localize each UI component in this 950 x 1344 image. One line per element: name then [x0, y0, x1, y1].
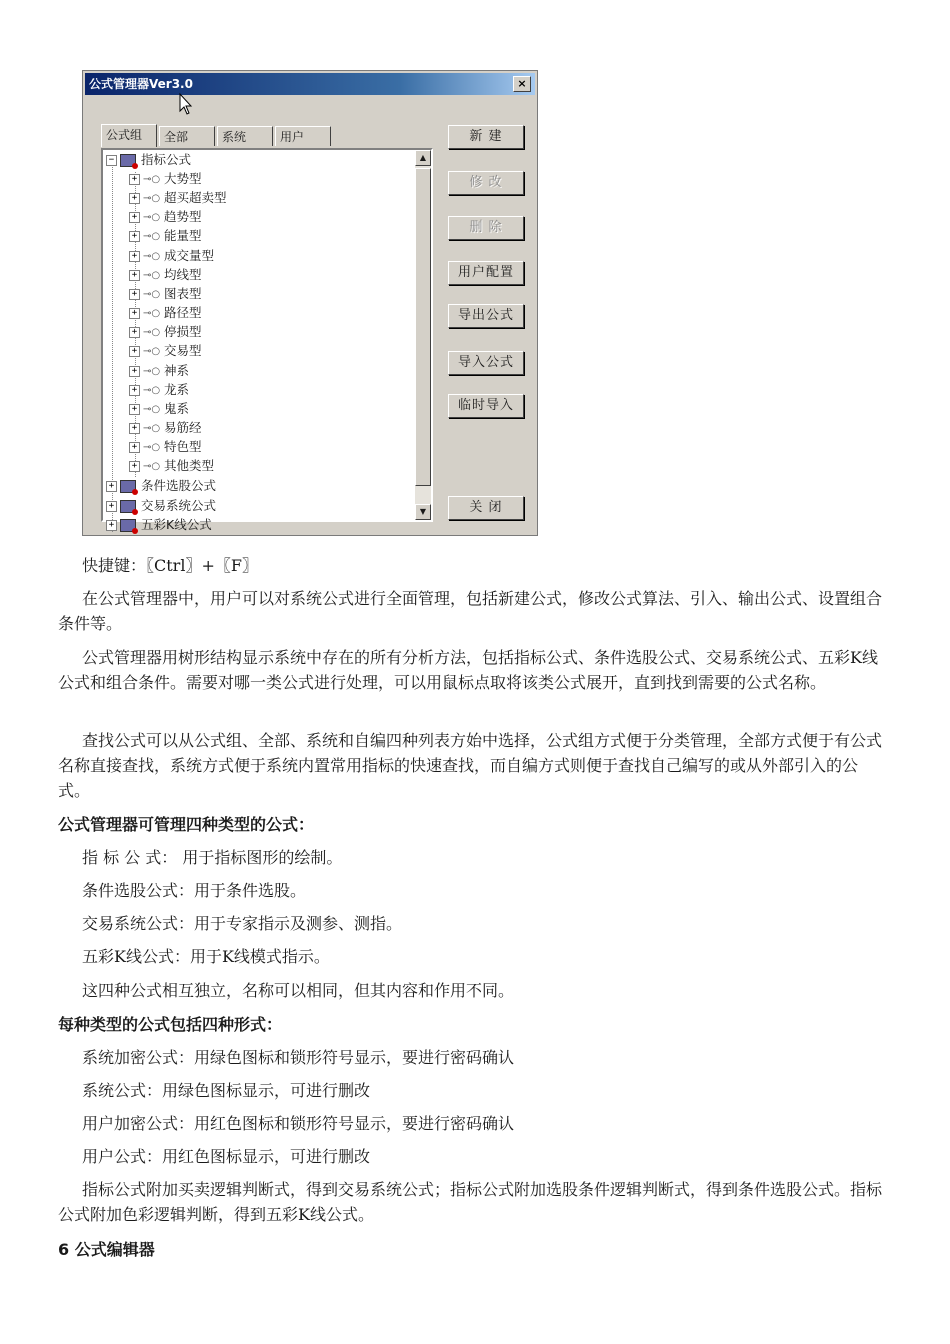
dialog-title: 公式管理器Ver3.0 — [89, 77, 193, 91]
import-formula-button[interactable]: 导入公式 — [448, 351, 524, 375]
collapse-icon[interactable]: − — [106, 155, 117, 166]
dialog-titlebar — [85, 73, 535, 95]
expand-icon[interactable]: + — [129, 270, 140, 281]
key-icon: ⊸○ — [143, 288, 161, 300]
expand-icon[interactable]: + — [129, 174, 140, 185]
key-icon: ⊸○ — [143, 384, 161, 396]
key-icon: ⊸○ — [143, 403, 161, 415]
tree-node-category[interactable]: + ⊸○ 龙系 — [129, 380, 189, 399]
expand-icon[interactable]: + — [129, 308, 140, 319]
tree-node-category[interactable]: + ⊸○ 超买超卖型 — [129, 188, 227, 207]
expand-icon[interactable]: + — [129, 366, 140, 377]
tree-node-category[interactable]: + ⊸○ 图表型 — [129, 284, 202, 303]
type-item: 指 标 公 式： 用于指标图形的绘制。 — [82, 848, 343, 867]
expand-icon[interactable]: + — [129, 461, 140, 472]
type-item: 条件选股公式：用于条件选股。 — [82, 881, 307, 900]
key-icon: ⊸○ — [143, 308, 161, 320]
paragraph-tree: 公式管理器用树形结构显示系统中存在的所有分析方法，包括指标公式、条件选股公式、交易系统公式、五彩K线公式和组合条件。需要对哪一类公式进行处理，可以用鼠标点取将该类公式展开，直到找到需要的公式名称。 — [58, 648, 878, 692]
paragraph-independent: 这四种公式相互独立，名称可以相同，但其内容和作用不同。 — [82, 981, 515, 1000]
heading-four-forms: 每种类型的公式包括四种形式： — [58, 1015, 283, 1034]
tree-node-category[interactable]: + ⊸○ 神系 — [129, 361, 189, 380]
tree-node-indicator[interactable]: − 指标公式 — [106, 150, 191, 169]
key-icon: ⊸○ — [143, 231, 161, 243]
scroll-down-icon[interactable]: ▼ — [415, 504, 431, 520]
form-item: 用户公式：用红色图标显示，可进行删改 — [82, 1147, 371, 1166]
delete-button[interactable]: 删 除 — [448, 216, 524, 240]
formula-folder-icon — [120, 154, 136, 167]
tree-node-category[interactable]: + ⊸○ 均线型 — [129, 265, 202, 284]
formula-folder-icon — [120, 519, 136, 532]
key-icon: ⊸○ — [143, 327, 161, 339]
formula-folder-icon — [120, 500, 136, 513]
tree-node-category[interactable]: + ⊸○ 路径型 — [129, 303, 202, 322]
tree-node-category[interactable]: + ⊸○ 大势型 — [129, 169, 202, 188]
tree-scrollbar[interactable] — [415, 150, 431, 520]
key-icon: ⊸○ — [143, 461, 161, 473]
export-formula-button[interactable]: 导出公式 — [448, 304, 524, 328]
close-icon[interactable]: × — [513, 76, 531, 92]
paragraph-derivation: 指标公式附加买卖逻辑判断式，得到交易系统公式；指标公式附加选股条件逻辑判断式，得到条件选股公式。指标公式附加色彩逻辑判断，得到五彩K线公式。 — [58, 1180, 883, 1224]
expand-icon[interactable]: + — [129, 346, 140, 357]
temp-import-button[interactable]: 临时导入 — [448, 394, 524, 418]
formula-folder-icon — [120, 480, 136, 493]
form-item: 系统公式：用绿色图标显示，可进行删改 — [82, 1081, 371, 1100]
modify-button[interactable]: 修 改 — [448, 171, 524, 195]
key-icon: ⊸○ — [143, 365, 161, 377]
tree-node-category[interactable]: + ⊸○ 鬼系 — [129, 399, 189, 418]
form-item: 用户加密公式：用红色图标和锁形符号显示，要进行密码确认 — [82, 1114, 515, 1133]
key-icon: ⊸○ — [143, 193, 161, 205]
expand-icon[interactable]: + — [106, 481, 117, 492]
scroll-up-icon[interactable]: ▲ — [415, 150, 431, 166]
form-item: 系统加密公式：用绿色图标和锁形符号显示，要进行密码确认 — [82, 1048, 515, 1067]
expand-icon[interactable]: + — [129, 231, 140, 242]
close-button[interactable]: 关 闭 — [448, 496, 524, 520]
tab-system[interactable]: 系统 — [217, 126, 273, 146]
expand-icon[interactable]: + — [129, 289, 140, 300]
expand-icon[interactable]: + — [129, 404, 140, 415]
paragraph-search: 查找公式可以从公式组、全部、系统和自编四种列表方始中选择，公式组方式便于分类管理，全部方式便于有公式名称直接查找，系统方式便于系统内置常用指标的快速查找，而自编方式则便于查找自己编写的或从外部引入的公式。 — [58, 731, 883, 800]
scroll-thumb[interactable] — [415, 168, 431, 486]
shortcut-text: 快捷键：〖Ctrl〗+〖F〗 — [82, 556, 258, 575]
key-icon: ⊸○ — [143, 346, 161, 358]
expand-icon[interactable]: + — [129, 385, 140, 396]
tree-node-category[interactable]: + ⊸○ 趋势型 — [129, 207, 202, 226]
key-icon: ⊸○ — [143, 269, 161, 281]
section-heading-editor: 6 公式编辑器 — [58, 1240, 155, 1259]
formula-tree[interactable] — [101, 148, 433, 532]
mouse-cursor-icon — [179, 93, 195, 117]
paragraph-intro: 在公式管理器中，用户可以对系统公式进行全面管理，包括新建公式，修改公式算法、引入、输出公式、设置组合条件等。 — [58, 589, 883, 633]
tab-user[interactable]: 用户 — [275, 126, 331, 146]
key-icon: ⊸○ — [143, 212, 161, 224]
key-icon: ⊸○ — [143, 250, 161, 262]
tree-node-category[interactable]: + ⊸○ 其他类型 — [129, 456, 214, 475]
tab-formula-group[interactable]: 公式组 — [101, 124, 157, 147]
tree-node-category[interactable]: + ⊸○ 交易型 — [129, 341, 202, 360]
key-icon: ⊸○ — [143, 174, 161, 185]
expand-icon[interactable]: + — [129, 193, 140, 204]
tree-node-category[interactable]: + ⊸○ 易筋经 — [129, 418, 202, 437]
key-icon: ⊸○ — [143, 422, 161, 434]
expand-icon[interactable]: + — [106, 501, 117, 512]
expand-icon[interactable]: + — [129, 251, 140, 262]
expand-icon[interactable]: + — [129, 212, 140, 223]
user-config-button[interactable]: 用户配置 — [448, 261, 524, 285]
expand-icon[interactable]: + — [106, 520, 117, 531]
tree-node-formula-type[interactable]: + 条件选股公式 — [106, 476, 216, 495]
expand-icon[interactable]: + — [129, 423, 140, 434]
type-item: 交易系统公式：用于专家指示及测参、测指。 — [82, 914, 403, 933]
tree-node-category[interactable]: + ⊸○ 特色型 — [129, 437, 202, 456]
tree-node-category[interactable]: + ⊸○ 能量型 — [129, 226, 202, 245]
formula-manager-dialog — [82, 70, 538, 536]
tree-node-formula-type[interactable]: + 五彩K线公式 — [106, 515, 212, 534]
expand-icon[interactable]: + — [129, 442, 140, 453]
new-button[interactable]: 新 建 — [448, 125, 524, 149]
tab-all[interactable]: 全部 — [159, 126, 215, 146]
expand-icon[interactable]: + — [129, 327, 140, 338]
tree-node-formula-type[interactable]: + 交易系统公式 — [106, 496, 216, 515]
tree-node-category[interactable]: + ⊸○ 成交量型 — [129, 246, 214, 265]
key-icon: ⊸○ — [143, 442, 161, 454]
type-item: 五彩K线公式：用于K线模式指示。 — [82, 947, 330, 966]
heading-four-types: 公式管理器可管理四种类型的公式： — [58, 815, 315, 834]
tree-node-category[interactable]: + ⊸○ 停损型 — [129, 322, 202, 341]
